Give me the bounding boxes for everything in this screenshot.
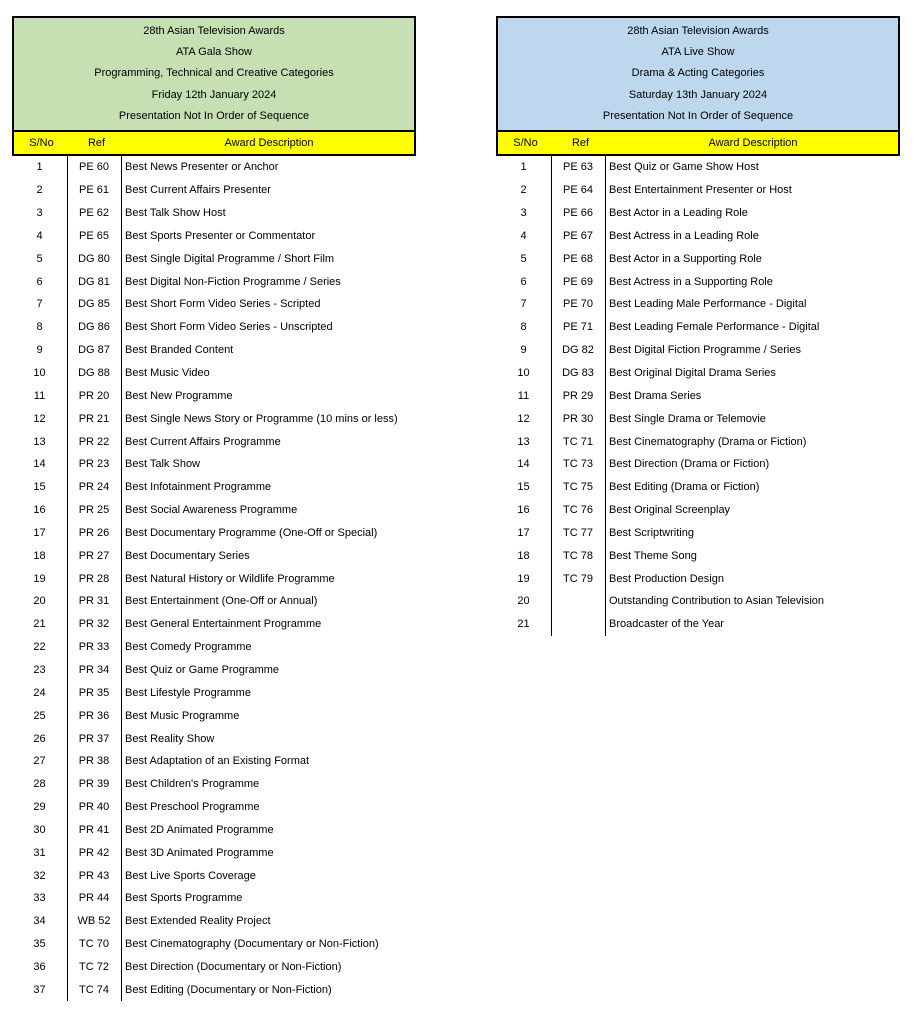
row-description: Best Actor in a Supporting Role (609, 252, 762, 265)
header-line-5: Presentation Not In Order of Sequence (602, 109, 794, 122)
column-headers (12, 132, 416, 156)
row-ref: PR 34 (67, 659, 122, 682)
row-description: Best Talk Show (125, 458, 201, 471)
row-description: Best Short Form Video Series - Scripted (125, 298, 321, 311)
row-sno: 5 (520, 252, 527, 265)
row-sno: 8 (36, 321, 43, 334)
row-ref: PE 65 (67, 225, 122, 248)
row-description: Best Quiz or Game Show Host (609, 161, 759, 174)
table-row (12, 818, 416, 841)
row-description: Best Music Video (125, 367, 210, 380)
row-ref: TC 70 (67, 933, 122, 956)
row-description: Best New Programme (125, 389, 233, 402)
row-sno: 28 (33, 778, 46, 791)
row-ref: PR 25 (67, 499, 122, 522)
row-description: Best Editing (Drama or Fiction) (609, 481, 760, 494)
header-line-2: ATA Gala Show (175, 46, 253, 59)
table-row (496, 339, 900, 362)
table-row (12, 499, 416, 522)
table-row (12, 362, 416, 385)
row-description: Best Entertainment (One-Off or Annual) (125, 595, 318, 608)
table-row (12, 430, 416, 453)
row-description: Best Natural History or Wildlife Programme (125, 572, 335, 585)
row-ref: DG 86 (67, 316, 122, 339)
row-description: Best Original Digital Drama Series (609, 367, 776, 380)
row-ref: PR 20 (67, 384, 122, 407)
row-description: Best 3D Animated Programme (125, 846, 274, 859)
table-row (496, 202, 900, 225)
row-sno: 34 (33, 915, 46, 928)
row-description: Best Current Affairs Presenter (125, 184, 271, 197)
header-line-1: 28th Asian Television Awards (143, 25, 285, 38)
gala-show-header (12, 16, 416, 132)
row-sno: 16 (517, 504, 530, 517)
row-description: Best Music Programme (125, 709, 240, 722)
table-row (12, 796, 416, 819)
row-description: Best Talk Show Host (125, 207, 226, 220)
row-ref: TC 73 (551, 453, 606, 476)
row-ref: PR 41 (67, 818, 122, 841)
table-row (12, 613, 416, 636)
row-sno: 22 (33, 641, 46, 654)
row-description: Best Lifestyle Programme (125, 686, 251, 699)
table-row (12, 384, 416, 407)
row-sno: 4 (520, 229, 527, 242)
table-row (496, 476, 900, 499)
header-line-5: Presentation Not In Order of Sequence (118, 109, 310, 122)
row-description: Best Single Digital Programme / Short Film (125, 252, 335, 265)
row-description: Best Short Form Video Series - Unscripted (125, 321, 333, 334)
live-award-list (496, 156, 900, 636)
row-sno: 13 (33, 435, 46, 448)
row-description: Best Digital Non-Fiction Programme / Series (125, 275, 341, 288)
table-row (496, 499, 900, 522)
table-row (12, 956, 416, 979)
table-row (12, 567, 416, 590)
row-ref: PR 40 (67, 796, 122, 819)
row-ref: DG 88 (67, 362, 122, 385)
row-ref: PE 67 (551, 225, 606, 248)
row-sno: 11 (33, 389, 46, 402)
row-sno: 11 (517, 389, 530, 402)
row-sno: 4 (36, 229, 43, 242)
row-ref: PR 28 (67, 567, 122, 590)
row-sno: 25 (33, 709, 46, 722)
row-ref: TC 78 (551, 544, 606, 567)
row-description: Best Current Affairs Programme (125, 435, 281, 448)
row-sno: 7 (36, 298, 43, 311)
row-description: Best Original Screenplay (609, 504, 731, 517)
row-ref: PR 26 (67, 522, 122, 545)
row-description: Best Documentary Programme (One-Off or Special) (125, 526, 378, 539)
table-row (12, 179, 416, 202)
row-ref: PR 31 (67, 590, 122, 613)
row-ref: PR 22 (67, 430, 122, 453)
table-row (12, 270, 416, 293)
row-description: Best Comedy Programme (125, 641, 252, 654)
row-sno: 13 (517, 435, 530, 448)
column-divider (67, 156, 68, 1001)
row-description: Best Actor in a Leading Role (609, 207, 748, 220)
row-description: Best Entertainment Presenter or Host (609, 184, 792, 197)
row-ref: PR 42 (67, 841, 122, 864)
gala-show-panel (12, 16, 416, 1001)
row-description: Best Digital Fiction Programme / Series (609, 344, 801, 357)
table-row (496, 613, 900, 636)
table-row (12, 339, 416, 362)
row-description: Best Cinematography (Drama or Fiction) (609, 435, 807, 448)
row-description: Best Production Design (609, 572, 724, 585)
table-row (496, 522, 900, 545)
row-description: Best 2D Animated Programme (125, 823, 274, 836)
row-sno: 10 (33, 367, 46, 380)
row-ref: PR 44 (67, 887, 122, 910)
row-ref: PR 36 (67, 704, 122, 727)
table-row (12, 293, 416, 316)
row-description: Best General Entertainment Programme (125, 618, 322, 631)
row-description: Best Actress in a Supporting Role (609, 275, 773, 288)
table-row (496, 179, 900, 202)
table-row (496, 293, 900, 316)
row-ref: PE 70 (551, 293, 606, 316)
row-description: Best Reality Show (125, 732, 215, 745)
table-row (496, 316, 900, 339)
table-row (12, 773, 416, 796)
col-description: Award Description (224, 137, 314, 149)
row-sno: 9 (520, 344, 527, 357)
row-sno: 14 (517, 458, 530, 471)
row-description: Best Extended Reality Project (125, 915, 271, 928)
gala-award-list (12, 156, 416, 1001)
table-row (12, 522, 416, 545)
col-ref: Ref (87, 137, 106, 149)
table-row (12, 156, 416, 179)
table-row (12, 978, 416, 1001)
table-row (12, 910, 416, 933)
row-sno: 27 (33, 755, 46, 768)
row-ref: PE 62 (67, 202, 122, 225)
row-ref (551, 613, 606, 636)
row-sno: 36 (33, 960, 46, 973)
row-ref: PR 23 (67, 453, 122, 476)
table-row (496, 247, 900, 270)
table-row (12, 887, 416, 910)
row-sno: 2 (36, 184, 43, 197)
row-ref: PR 24 (67, 476, 122, 499)
row-ref: TC 76 (551, 499, 606, 522)
table-row (12, 750, 416, 773)
header-line-3: Drama & Acting Categories (631, 67, 765, 80)
row-sno: 12 (33, 412, 46, 425)
table-row (12, 247, 416, 270)
row-sno: 6 (36, 275, 43, 288)
row-ref: PE 64 (551, 179, 606, 202)
row-sno: 5 (36, 252, 43, 265)
table-row (496, 362, 900, 385)
table-row (12, 590, 416, 613)
row-sno: 8 (520, 321, 527, 334)
row-sno: 20 (517, 595, 530, 608)
table-row (12, 727, 416, 750)
row-ref: WB 52 (67, 910, 122, 933)
row-sno: 7 (520, 298, 527, 311)
row-sno: 23 (33, 663, 46, 676)
table-row (12, 933, 416, 956)
row-ref: PE 63 (551, 156, 606, 179)
col-sno: S/No (513, 137, 538, 149)
row-description: Best Documentary Series (125, 549, 250, 562)
table-row (496, 384, 900, 407)
row-description: Best Children's Programme (125, 778, 260, 791)
row-ref: PE 61 (67, 179, 122, 202)
row-ref: TC 79 (551, 567, 606, 590)
row-ref: DG 83 (551, 362, 606, 385)
table-row (12, 316, 416, 339)
header-line-2: ATA Live Show (661, 46, 735, 59)
row-sno: 26 (33, 732, 46, 745)
row-sno: 3 (520, 207, 527, 220)
row-ref: PE 66 (551, 202, 606, 225)
row-sno: 9 (36, 344, 43, 357)
table-row (496, 407, 900, 430)
row-ref: TC 75 (551, 476, 606, 499)
col-description: Award Description (708, 137, 798, 149)
table-row (496, 453, 900, 476)
row-description: Best News Presenter or Anchor (125, 161, 279, 174)
row-sno: 30 (33, 823, 46, 836)
row-ref: PR 21 (67, 407, 122, 430)
row-ref: DG 82 (551, 339, 606, 362)
row-description: Best Quiz or Game Programme (125, 663, 280, 676)
table-row (12, 681, 416, 704)
row-sno: 24 (33, 686, 46, 699)
row-sno: 32 (33, 869, 46, 882)
row-description: Best Infotainment Programme (125, 481, 272, 494)
row-sno: 6 (520, 275, 527, 288)
row-sno: 14 (33, 458, 46, 471)
row-ref: TC 71 (551, 430, 606, 453)
row-ref: PR 27 (67, 544, 122, 567)
row-ref: PR 38 (67, 750, 122, 773)
row-sno: 1 (36, 161, 43, 174)
row-description: Best Direction (Drama or Fiction) (609, 458, 770, 471)
row-description: Best Drama Series (609, 389, 702, 402)
column-divider (551, 156, 552, 636)
row-ref: TC 77 (551, 522, 606, 545)
row-sno: 21 (33, 618, 46, 631)
row-ref: PE 71 (551, 316, 606, 339)
row-description: Best Preschool Programme (125, 801, 260, 814)
table-row (12, 225, 416, 248)
row-description: Best Actress in a Leading Role (609, 229, 759, 242)
col-ref: Ref (571, 137, 590, 149)
row-ref: DG 85 (67, 293, 122, 316)
row-sno: 2 (520, 184, 527, 197)
live-show-panel (496, 16, 900, 636)
row-sno: 1 (520, 161, 527, 174)
row-description: Best Editing (Documentary or Non-Fiction) (125, 983, 332, 996)
table-row (496, 567, 900, 590)
row-ref: PE 68 (551, 247, 606, 270)
table-row (12, 407, 416, 430)
table-row (496, 544, 900, 567)
row-description: Broadcaster of the Year (609, 618, 724, 631)
row-ref (551, 590, 606, 613)
row-ref: PR 29 (551, 384, 606, 407)
row-sno: 21 (517, 618, 530, 631)
row-sno: 12 (517, 412, 530, 425)
row-sno: 15 (517, 481, 530, 494)
row-sno: 15 (33, 481, 46, 494)
table-row (496, 270, 900, 293)
header-line-4: Friday 12th January 2024 (151, 88, 277, 101)
row-sno: 18 (33, 549, 46, 562)
row-ref: PR 37 (67, 727, 122, 750)
row-ref: TC 74 (67, 978, 122, 1001)
row-ref: PE 69 (551, 270, 606, 293)
row-sno: 31 (33, 846, 46, 859)
row-sno: 10 (517, 367, 530, 380)
row-description: Best Single Drama or Telemovie (609, 412, 766, 425)
row-ref: DG 81 (67, 270, 122, 293)
row-ref: TC 72 (67, 956, 122, 979)
table-row (496, 156, 900, 179)
row-ref: PE 60 (67, 156, 122, 179)
row-sno: 3 (36, 207, 43, 220)
col-sno: S/No (29, 137, 54, 149)
row-description: Best Adaptation of an Existing Format (125, 755, 310, 768)
table-row (496, 590, 900, 613)
row-ref: PR 43 (67, 864, 122, 887)
table-row (12, 544, 416, 567)
row-description: Best Single News Story or Programme (10 mins or less) (125, 412, 398, 425)
row-sno: 19 (517, 572, 530, 585)
row-description: Best Sports Presenter or Commentator (125, 229, 316, 242)
table-row (12, 704, 416, 727)
row-sno: 19 (33, 572, 46, 585)
row-description: Best Direction (Documentary or Non-Fiction) (125, 960, 342, 973)
row-sno: 17 (33, 526, 46, 539)
row-ref: PR 35 (67, 681, 122, 704)
row-sno: 33 (33, 892, 46, 905)
row-sno: 37 (33, 983, 46, 996)
row-sno: 16 (33, 504, 46, 517)
row-description: Best Leading Male Performance - Digital (609, 298, 807, 311)
table-row (496, 225, 900, 248)
row-description: Best Cinematography (Documentary or Non-Fiction) (125, 938, 379, 951)
table-row (12, 659, 416, 682)
row-sno: 35 (33, 938, 46, 951)
column-headers (496, 132, 900, 156)
row-description: Best Branded Content (125, 344, 234, 357)
table-row (12, 841, 416, 864)
row-sno: 18 (517, 549, 530, 562)
row-description: Best Sports Programme (125, 892, 243, 905)
row-description: Best Scriptwriting (609, 526, 694, 539)
table-row (12, 864, 416, 887)
header-line-4: Saturday 13th January 2024 (628, 88, 768, 101)
table-row (496, 430, 900, 453)
table-row (12, 636, 416, 659)
row-ref: DG 80 (67, 247, 122, 270)
row-description: Best Theme Song (609, 549, 697, 562)
live-show-header (496, 16, 900, 132)
row-sno: 20 (33, 595, 46, 608)
row-description: Outstanding Contribution to Asian Television (609, 595, 825, 608)
row-ref: DG 87 (67, 339, 122, 362)
row-ref: PR 33 (67, 636, 122, 659)
row-description: Best Social Awareness Programme (125, 504, 298, 517)
row-ref: PR 32 (67, 613, 122, 636)
row-description: Best Leading Female Performance - Digital (609, 321, 820, 334)
row-description: Best Live Sports Coverage (125, 869, 256, 882)
table-row (12, 476, 416, 499)
header-line-1: 28th Asian Television Awards (627, 25, 769, 38)
header-line-3: Programming, Technical and Creative Categories (94, 67, 334, 80)
row-ref: PR 39 (67, 773, 122, 796)
row-sno: 17 (517, 526, 530, 539)
row-sno: 29 (33, 801, 46, 814)
row-ref: PR 30 (551, 407, 606, 430)
table-row (12, 453, 416, 476)
table-row (12, 202, 416, 225)
